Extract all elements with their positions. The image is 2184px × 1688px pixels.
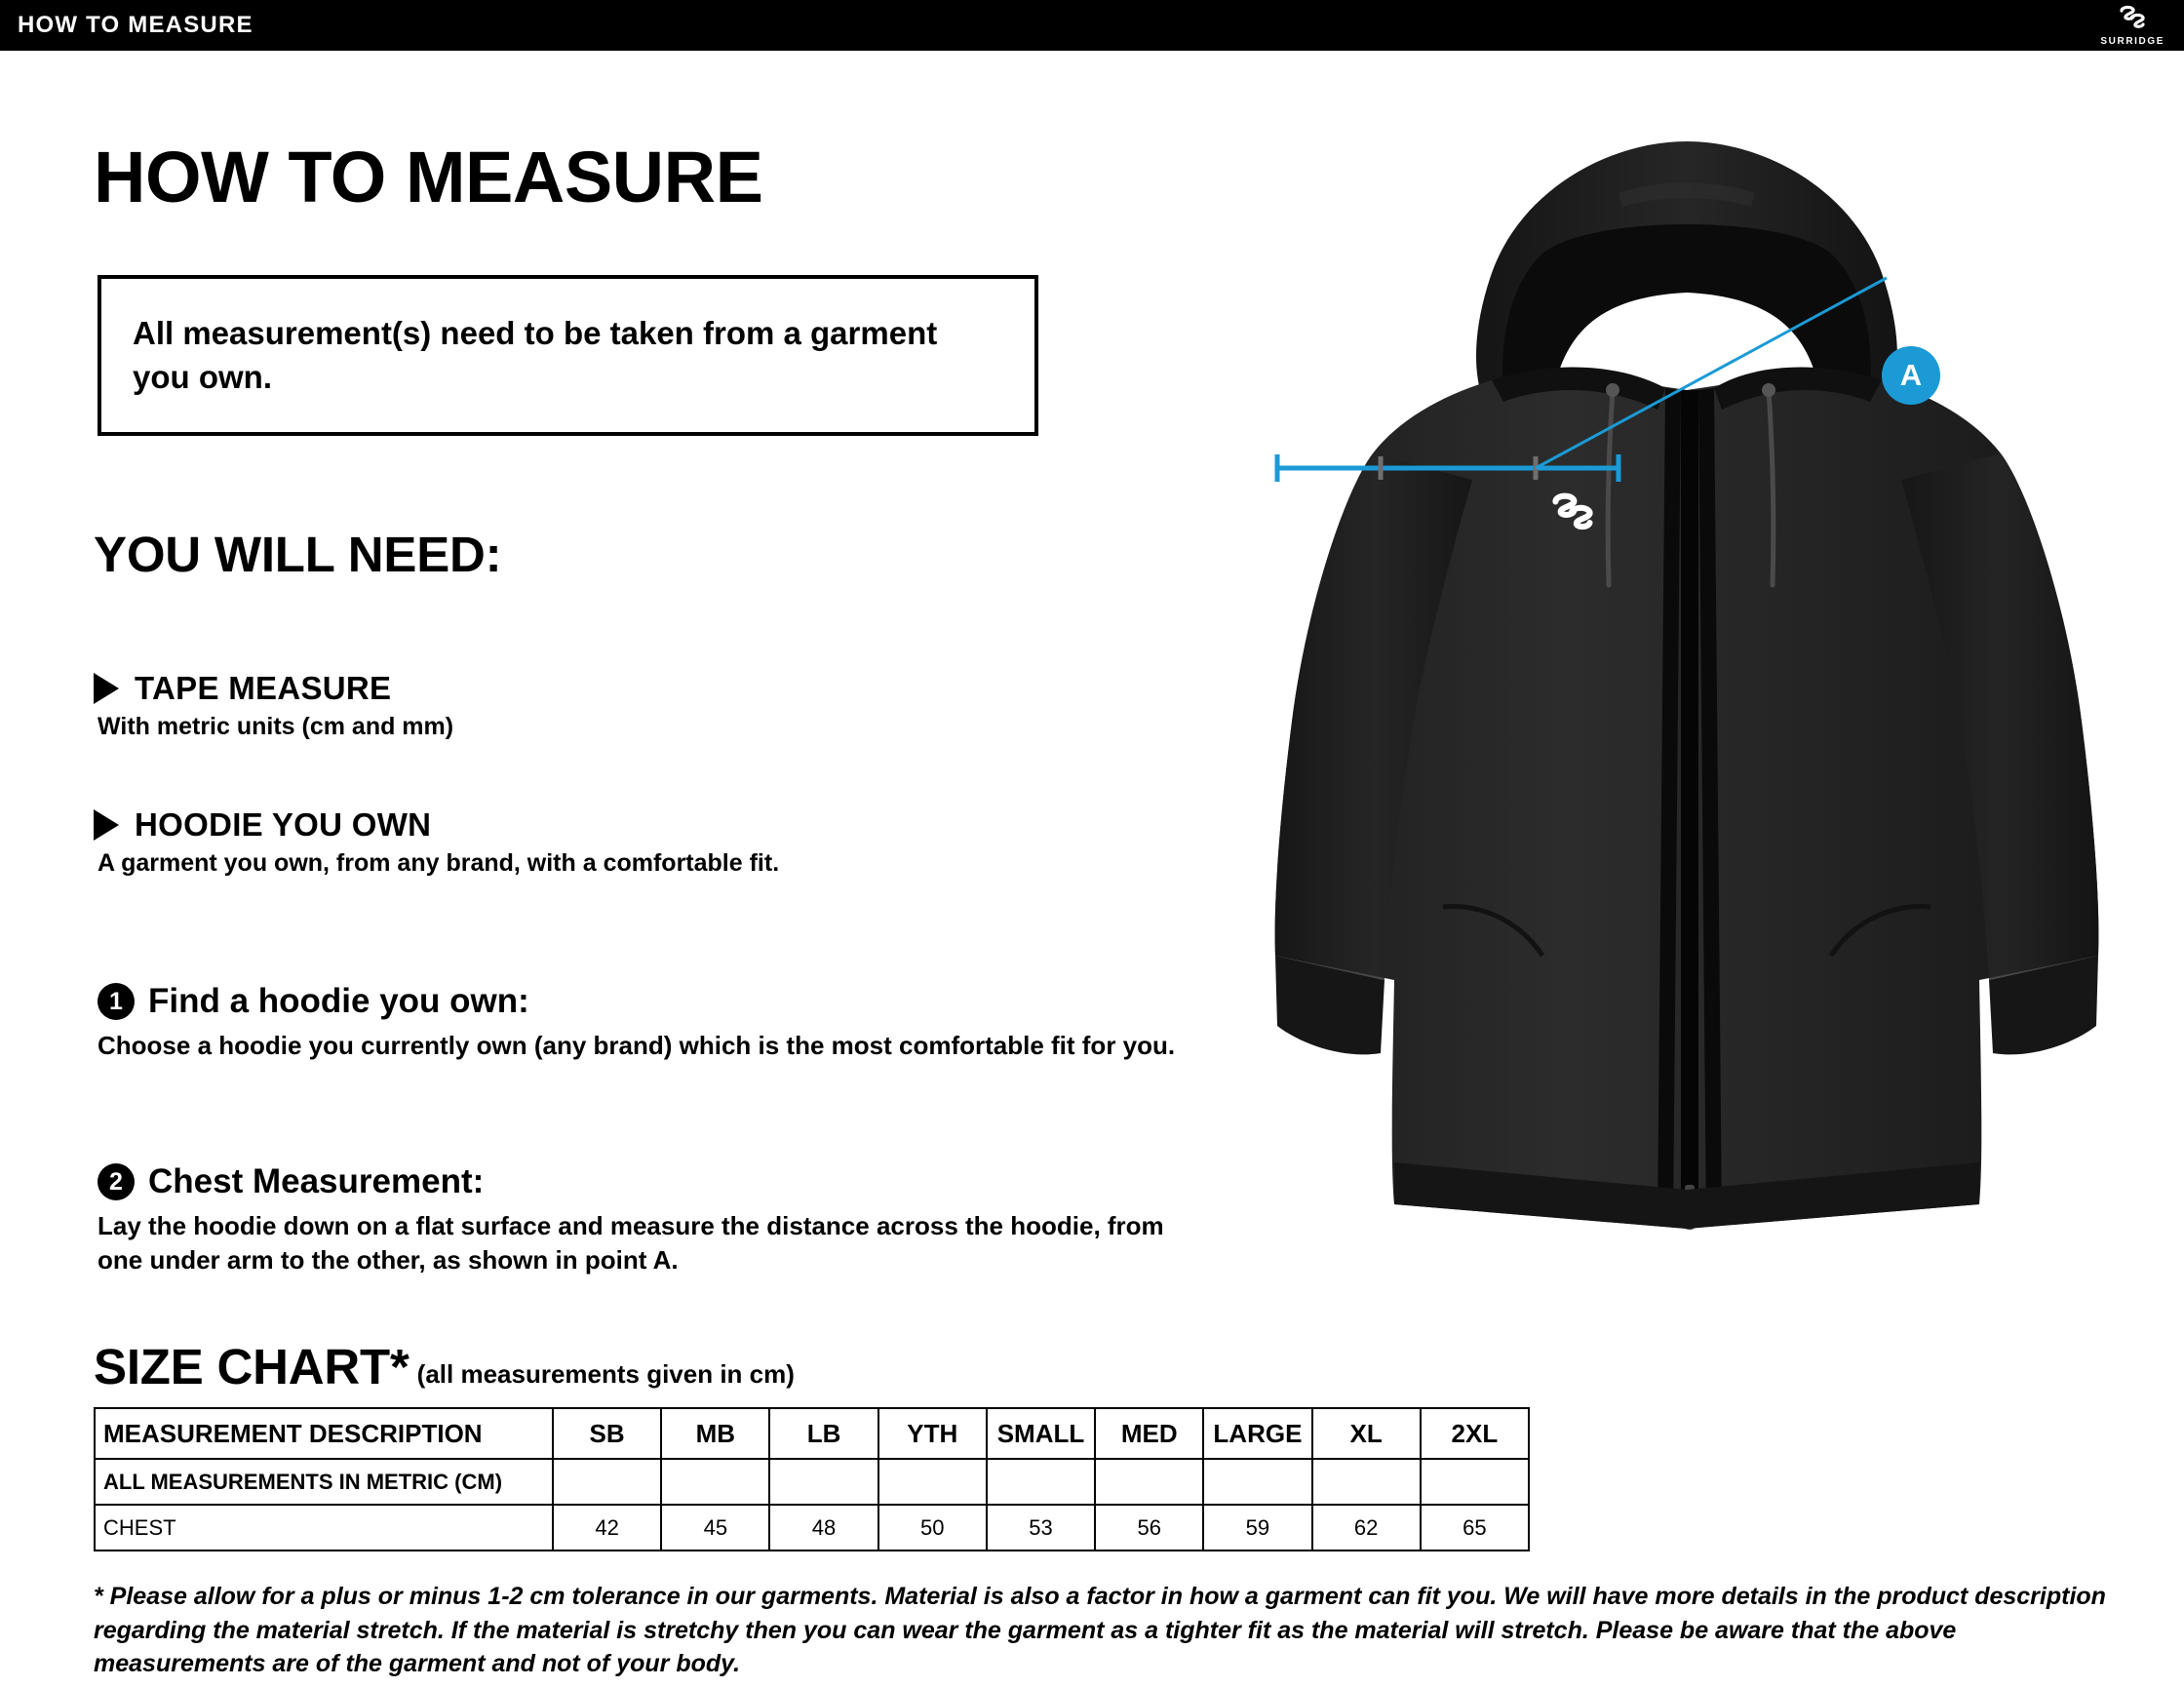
step-title: Find a hoodie you own: — [148, 982, 529, 1020]
page-title: HOW TO MEASURE — [94, 137, 763, 217]
triangle-bullet-icon — [94, 809, 119, 841]
table-cell: 50 — [878, 1505, 987, 1551]
you-will-need-heading: YOU WILL NEED: — [94, 527, 502, 582]
table-header-row — [95, 1408, 1529, 1459]
table-cell: 53 — [987, 1505, 1095, 1551]
surridge-ss-logo-icon — [2118, 5, 2147, 36]
table-header-cell: MED — [1095, 1408, 1203, 1459]
table-cell — [769, 1459, 878, 1505]
table-header-cell: SMALL — [987, 1408, 1095, 1459]
step-number-badge: 2 — [98, 1163, 135, 1200]
table-cell: 56 — [1095, 1505, 1203, 1551]
table-header-cell: LARGE — [1203, 1408, 1311, 1459]
need-item-title: TAPE MEASURE — [135, 670, 392, 706]
table-header-cell: MEASUREMENT DESCRIPTION — [95, 1408, 553, 1459]
table-cell: 48 — [769, 1505, 878, 1551]
table-header-cell: YTH — [878, 1408, 987, 1459]
table-subheader-row — [95, 1459, 1529, 1505]
step-body: Lay the hoodie down on a flat surface and measure the distance across the hoodie, from one under arm to the other, as shown in point A. — [98, 1211, 1164, 1276]
size-chart-table — [94, 1407, 1530, 1551]
triangle-bullet-icon — [94, 673, 119, 704]
step-body: Choose a hoodie you currently own (any brand) which is the most comfortable fit for you. — [98, 1031, 1176, 1060]
need-item-title: HOODIE YOU OWN — [135, 806, 432, 843]
table-cell — [987, 1459, 1095, 1505]
table-cell — [1312, 1459, 1421, 1505]
measurement-marker-a: A — [1882, 346, 1940, 405]
table-cell — [1095, 1459, 1203, 1505]
hoodie-illustration — [1199, 98, 2184, 1355]
need-item-tape-measure — [94, 670, 453, 741]
table-cell — [553, 1459, 661, 1505]
size-chart-note: (all measurements given in cm) — [416, 1359, 795, 1389]
table-cell: 45 — [661, 1505, 769, 1551]
table-header-cell: LB — [769, 1408, 878, 1459]
table-cell — [1203, 1459, 1311, 1505]
need-item-sub: With metric units (cm and mm) — [98, 713, 454, 740]
table-header-cell: MB — [661, 1408, 769, 1459]
table-subheader-cell: ALL MEASUREMENTS IN METRIC (CM) — [95, 1459, 553, 1505]
disclaimer-text: * Please allow for a plus or minus 1-2 cm tolerance in our garments. Material is also a factor in how a garment can fit you. We will have more details in the product description regarding the material stretch. If the material is stretchy then you can wear the garment as a tighter fit as the material will stretch. Please be aware that the above measurements are of the garment and not of your body. — [94, 1583, 2106, 1677]
table-cell: 62 — [1312, 1505, 1421, 1551]
size-chart-heading — [94, 1338, 795, 1395]
step-find-hoodie — [98, 982, 1190, 1063]
top-bar-title: HOW TO MEASURE — [18, 12, 254, 38]
table-cell: 59 — [1203, 1505, 1311, 1551]
step-number-badge: 1 — [98, 983, 135, 1020]
brand-logo-group — [2100, 5, 2184, 47]
need-item-hoodie — [94, 806, 779, 878]
table-cell: 42 — [553, 1505, 661, 1551]
step-chest-measurement — [98, 1162, 1190, 1277]
table-header-cell: SB — [553, 1408, 661, 1459]
table-cell — [1421, 1459, 1529, 1505]
table-cell — [661, 1459, 769, 1505]
table-cell — [878, 1459, 987, 1505]
garment-diagram — [1199, 98, 2184, 1355]
step-title: Chest Measurement: — [148, 1162, 485, 1200]
table-cell: 65 — [1421, 1505, 1529, 1551]
table-row — [95, 1505, 1529, 1551]
need-item-sub: A garment you own, from any brand, with a comfortable fit. — [98, 849, 780, 877]
callout-box — [98, 275, 1038, 436]
table-row-label: CHEST — [95, 1505, 553, 1551]
table-header-cell: XL — [1312, 1408, 1421, 1459]
table-header-cell: 2XL — [1421, 1408, 1529, 1459]
size-chart-title: SIZE CHART* — [94, 1339, 410, 1394]
callout-text: All measurement(s) need to be taken from a garment you own. — [133, 314, 938, 395]
brand-name: SURRIDGE — [2100, 35, 2164, 47]
top-bar — [0, 0, 2184, 51]
